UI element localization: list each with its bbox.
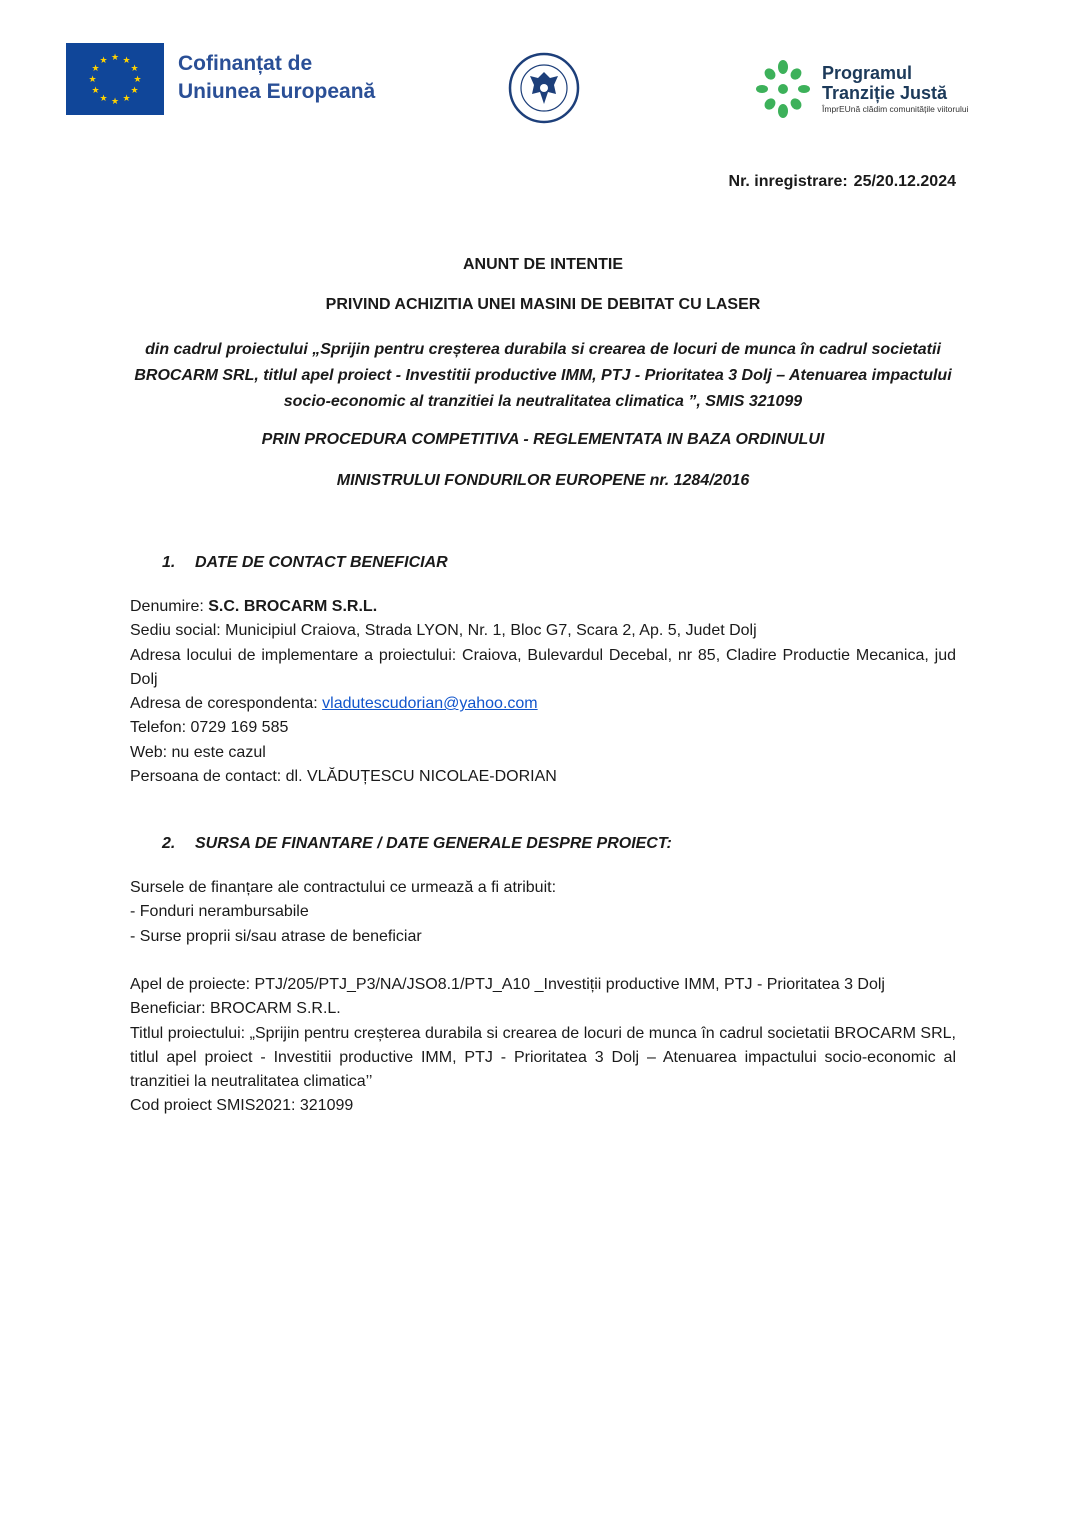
implementation-address: Adresa locului de implementare a proiectului: Craiova, Bulevardul Decebal, nr 85, Cladire Productie Mecanica, jud Dolj: [130, 646, 956, 688]
section-1-title: DATE DE CONTACT BENEFICIAR: [195, 554, 448, 571]
doc-title: ANUNT DE INTENTIE: [463, 256, 623, 273]
project-details-block: [130, 973, 956, 1119]
sediu-line: Sediu social: Municipiul Craiova, Strada LYON, Nr. 1, Bloc G7, Scara 2, Ap. 5, Judet Dolj: [130, 622, 757, 640]
ptj-text-block: [822, 63, 968, 115]
government-seal-logo: [508, 52, 580, 124]
contact-person-line: Persoana de contact: dl. VLĂDUȚESCU NICOLAE-DORIAN: [130, 768, 557, 786]
denumire-label: Denumire:: [130, 598, 209, 615]
eu-stars-icon: [66, 43, 164, 115]
project-code-line: Cod proiect SMIS2021: 321099: [130, 1097, 354, 1115]
registration-label: Nr. inregistrare:: [728, 173, 848, 190]
project-description: din cadrul proiectului „Sprijin pentru creșterea durabila si crearea de locuri de munca în cadrul societatii BROCARM SRL, titlul apel proiect - Investitii productive IMM, PTJ - Prioritatea 3 Dolj – Atenuarea impactului socio-economic al tranzitiei la neutralitatea climatica ”, SMIS 321099: [134, 341, 952, 410]
svg-text:★: ★: [88, 75, 97, 85]
section-2-title: SURSA DE FINANTARE / DATE GENERALE DESPRE PROIECT:: [195, 835, 672, 852]
email-link[interactable]: vladutescudorian@yahoo.com: [322, 695, 538, 713]
eu-line-1: Cofinanțat de: [178, 52, 313, 75]
svg-text:★: ★: [130, 64, 139, 74]
procedure-line-1: PRIN PROCEDURA COMPETITIVA - REGLEMENTATA IN BAZA ORDINULUI: [261, 431, 825, 448]
ptj-line-2: Tranziție Justă: [822, 83, 948, 103]
web-line: Web: nu este cazul: [130, 743, 266, 761]
funding-intro: Sursele de finanțare ale contractului ce urmează a fi atribuit:: [130, 879, 557, 896]
eu-flag-logo: [66, 43, 164, 115]
correspondence-line: [130, 692, 956, 716]
section-2-heading: [162, 835, 672, 853]
funding-item-2: - Surse proprii si/sau atrase de beneficiar: [130, 927, 422, 945]
svg-text:★: ★: [110, 97, 120, 107]
denumire-value: S.C. BROCARM S.R.L.: [208, 598, 378, 615]
beneficiary-line: Beneficiar: BROCARM S.R.L.: [130, 1000, 341, 1018]
svg-text:★: ★: [91, 64, 100, 74]
government-seal-icon: [508, 52, 580, 124]
section-1-body: [130, 595, 956, 789]
ptj-leaf-icon: [754, 58, 812, 120]
svg-text:★: ★: [122, 94, 131, 104]
doc-subtitle: PRIVIND ACHIZITIA UNEI MASINI DE DEBITAT CU LASER: [325, 296, 761, 313]
section-1-heading: [162, 554, 448, 572]
eu-cofinanced-text: [178, 50, 375, 106]
svg-text:★: ★: [91, 86, 100, 96]
svg-text:★: ★: [99, 94, 108, 104]
svg-text:★: ★: [99, 56, 108, 66]
procedure-line-2: MINISTRULUI FONDURILOR EUROPENE nr. 1284/2016: [336, 472, 750, 489]
eu-line-2: Uniunea Europeană: [178, 80, 376, 103]
registration-value: 25/20.12.2024: [853, 173, 956, 190]
section-2-number: 2.: [162, 835, 176, 852]
svg-text:★: ★: [130, 86, 139, 96]
ptj-tagline: ÎmprEUnă clădim comunitățile viitorului: [822, 104, 969, 114]
denumire-line: [130, 595, 956, 619]
registration-number: [729, 173, 956, 191]
section-1-number: 1.: [162, 554, 176, 571]
svg-text:★: ★: [133, 75, 142, 85]
funding-sources-block: [130, 876, 956, 949]
ptj-line-1: Programul: [822, 63, 913, 83]
phone-line: Telefon: 0729 169 585: [130, 719, 289, 737]
svg-text:★: ★: [122, 56, 131, 66]
ptj-flower-logo: [754, 58, 812, 120]
call-for-projects: Apel de proiecte: PTJ/205/PTJ_P3/NA/JSO8.1/PTJ_A10 _Investiții productive IMM, PTJ - Prioritatea 3 Dolj: [130, 976, 885, 993]
funding-item-1: - Fonduri nerambursabile: [130, 903, 309, 921]
svg-text:★: ★: [110, 53, 120, 63]
project-title-line: Titlul proiectului: „Sprijin pentru creșterea durabila si crearea de locuri de munca în cadrul societatii BROCARM SRL, titlul apel proiect - Investitii productive IMM, PTJ - Prioritatea 3 Dolj – Atenuarea impactului socio-economic al tranzitiei la neutralitatea climatica’’: [130, 1024, 956, 1091]
correspondence-label: Adresa de corespondenta:: [130, 695, 323, 713]
